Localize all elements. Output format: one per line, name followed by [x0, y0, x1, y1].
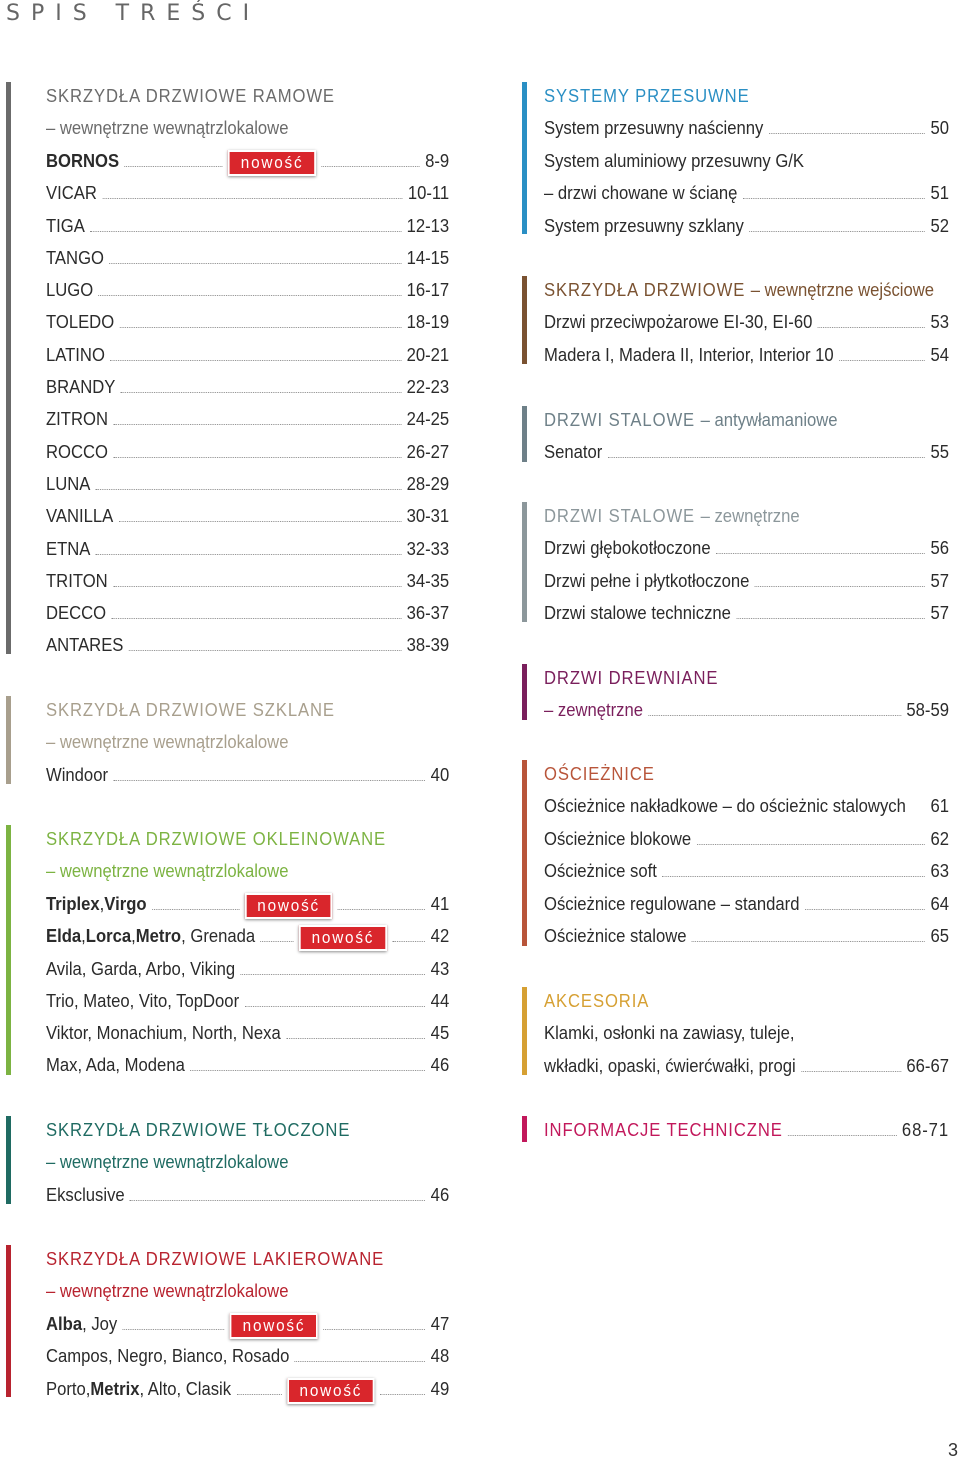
entry-page: 41	[430, 893, 450, 914]
entry-page: 34-35	[406, 570, 450, 591]
toc-entry-tiga[interactable]	[46, 212, 449, 238]
entry-name: Ościeżnice stalowe	[544, 925, 687, 946]
entry-page: 50	[930, 117, 949, 138]
leader-dots	[241, 974, 426, 975]
toc-entry-campos[interactable]	[46, 1342, 449, 1368]
leader-dots	[648, 715, 901, 716]
section-title: SKRZYDŁA DRZWIOWE LAKIEROWANE	[46, 1248, 385, 1269]
entry-page: 46	[430, 1054, 450, 1075]
toc-entry-techniczne[interactable]	[544, 599, 949, 625]
toc-entry-eksclusive[interactable]	[46, 1181, 449, 1207]
entry-name: Klamki, osłonki na zawiasy, tuleje,	[544, 1022, 795, 1043]
leader-dots	[113, 780, 425, 781]
section-title: AKCESORIA	[544, 990, 650, 1011]
leader-dots	[124, 166, 222, 167]
toc-entry-aluminiowy[interactable]	[544, 147, 949, 173]
leader-dots	[109, 263, 401, 264]
leader-dots	[295, 1361, 425, 1362]
entry-page: 44	[430, 990, 450, 1011]
entry-page: 14-15	[406, 247, 450, 268]
section-ramowe	[6, 82, 456, 654]
toc-entry-porto-metrix[interactable]	[46, 1375, 449, 1401]
section-title: SYSTEMY PRZESUWNE	[544, 85, 750, 106]
entry-name: Max, Ada, Modena	[46, 1054, 185, 1075]
leader-dots	[392, 941, 425, 942]
entry-page: 47	[430, 1313, 450, 1334]
leader-dots	[90, 231, 401, 232]
section-bar	[6, 1116, 11, 1204]
toc-entry-trio[interactable]	[46, 987, 449, 1013]
leader-dots	[236, 1394, 281, 1395]
entry-name: System aluminiowy przesuwny G/K	[544, 150, 805, 171]
entry-name: Eksclusive	[46, 1184, 125, 1205]
toc-entry-brandy[interactable]	[46, 373, 449, 399]
entry-page: 22-23	[406, 376, 450, 397]
toc-entry-alba-joy[interactable]	[46, 1310, 449, 1336]
entry-name: wkładki, opaski, ćwierćwałki, progi	[544, 1055, 796, 1076]
entry-name-bold: Lorca	[85, 925, 132, 946]
toc-entry-latino[interactable]	[46, 341, 449, 367]
toc-entry-plytkotloczone[interactable]	[544, 567, 949, 593]
entry-page: 62	[930, 828, 949, 849]
toc-entry-rocco[interactable]	[46, 438, 449, 464]
toc-entry-drewniane-zewnetrzne[interactable]	[544, 696, 949, 722]
toc-entry-madera[interactable]	[544, 341, 949, 367]
section-antywlamaniowe	[522, 406, 952, 462]
section-tloczone	[6, 1116, 456, 1204]
entry-page: 56	[930, 537, 949, 558]
section-oscieznice	[522, 760, 952, 946]
entry-name: – drzwi chowane w ścianę	[544, 182, 738, 203]
toc-entry-senator[interactable]	[544, 438, 949, 464]
section-title: SKRZYDŁA DRZWIOWE – wewnętrzne wejściowe	[544, 279, 935, 300]
toc-entry-przesuwny-nascienny[interactable]	[544, 114, 949, 140]
entry-name: ROCCO	[46, 441, 108, 462]
leader-dots	[743, 198, 925, 199]
entry-page: 66-67	[906, 1055, 949, 1076]
entry-page: 36-37	[406, 602, 450, 623]
section-bar	[522, 664, 527, 720]
leader-dots	[99, 295, 402, 296]
entry-name: Porto,	[46, 1378, 91, 1399]
entry-name: – zewnętrzne	[544, 699, 644, 720]
entry-name: BORNOS	[46, 150, 120, 171]
section-bar	[522, 502, 527, 622]
section-bar	[6, 696, 11, 784]
entry-page: 52	[930, 215, 949, 236]
leader-dots	[96, 489, 401, 490]
entry-name: , Joy	[82, 1313, 118, 1334]
entry-page: 8-9	[425, 150, 450, 171]
entry-name: System przesuwny szklany	[544, 215, 744, 236]
entry-name: VANILLA	[46, 505, 114, 526]
leader-dots	[749, 231, 925, 232]
entry-name: Drzwi przeciwpożarowe EI-30, EI-60	[544, 311, 813, 332]
new-badge: nowość	[228, 150, 316, 176]
section-bar	[6, 825, 11, 1075]
leader-dots	[102, 198, 402, 199]
entry-page: 54	[930, 344, 949, 365]
leader-dots	[120, 327, 402, 328]
leader-dots	[113, 586, 401, 587]
toc-entry-drzwi-chowane[interactable]	[544, 179, 949, 205]
leader-dots	[692, 941, 925, 942]
leader-dots	[801, 1071, 901, 1072]
toc-entry-przeciwpozarowe[interactable]	[544, 308, 949, 334]
entry-name-bold: Alba	[46, 1313, 83, 1334]
entry-page: 64	[930, 893, 949, 914]
entry-page: 42	[430, 925, 450, 946]
section-informacje	[522, 1116, 952, 1142]
entry-name-bold: Metrix	[90, 1378, 140, 1399]
section-bar	[522, 1116, 527, 1142]
entry-name: , Grenada	[181, 925, 256, 946]
entry-name: Ościeżnice nakładkowe – do ościeżnic stalowych	[544, 795, 906, 816]
leader-dots	[321, 166, 419, 167]
entry-page: 18-19	[406, 311, 450, 332]
entry-page: 26-27	[406, 441, 450, 462]
entry-page: 40	[430, 764, 450, 785]
entry-name: Drzwi stalowe techniczne	[544, 602, 731, 623]
section-wejsciowe	[522, 276, 952, 364]
entry-name: Madera I, Madera II, Interior, Interior 10	[544, 344, 834, 365]
entry-name: , Alto, Clasik	[139, 1378, 232, 1399]
entry-name: Drzwi głębokotłoczone	[544, 537, 711, 558]
toc-entry-wkladki[interactable]	[544, 1052, 949, 1078]
toc-entry-informacje[interactable]	[544, 1116, 949, 1142]
entry-page: 24-25	[406, 408, 450, 429]
section-bar	[522, 987, 527, 1075]
leader-dots	[129, 650, 401, 651]
section-title: SKRZYDŁA DRZWIOWE OKLEINOWANE	[46, 828, 387, 849]
leader-dots	[113, 424, 401, 425]
entry-page: 43	[430, 958, 450, 979]
toc-entry-stalowe[interactable]	[544, 922, 949, 948]
leader-dots	[245, 1006, 426, 1007]
entry-name-bold: Triplex	[46, 893, 100, 914]
section-przesuwne	[522, 82, 952, 234]
leader-dots	[119, 521, 402, 522]
entry-page: 63	[930, 860, 949, 881]
entry-page: 58-59	[906, 699, 949, 720]
section-bar	[522, 82, 527, 234]
toc-entry-przesuwny-szklany[interactable]	[544, 212, 949, 238]
entry-page: 68-71	[901, 1119, 949, 1140]
toc-entry-toledo[interactable]	[46, 308, 449, 334]
leader-dots	[662, 876, 925, 877]
leader-dots	[755, 586, 925, 587]
section-szklane	[6, 696, 456, 784]
section-subtitle: – wewnętrzne wewnątrzlokalowe	[46, 860, 289, 881]
leader-dots	[380, 1394, 425, 1395]
page-title: SPIS TREŚCI	[6, 1, 261, 26]
leader-dots	[338, 909, 425, 910]
toc-entry-avila[interactable]	[46, 955, 449, 981]
entry-page: 12-13	[406, 215, 450, 236]
entry-page: 48	[430, 1345, 450, 1366]
entry-page: 46	[430, 1184, 450, 1205]
section-title: DRZWI STALOWE – antywłamaniowe	[544, 409, 838, 430]
leader-dots	[130, 1200, 425, 1201]
entry-name: Ościeżnice blokowe	[544, 828, 692, 849]
toc-entry-windoor[interactable]	[46, 761, 449, 787]
entry-page: 65	[930, 925, 949, 946]
entry-name: ANTARES	[46, 634, 124, 655]
entry-name: BRANDY	[46, 376, 116, 397]
entry-page: 30-31	[406, 505, 450, 526]
leader-dots	[190, 1070, 425, 1071]
toc-entry-glebokotloczone[interactable]	[544, 534, 949, 560]
leader-dots	[152, 909, 239, 910]
entry-name: VICAR	[46, 182, 97, 203]
section-title: SKRZYDŁA DRZWIOWE SZKLANE	[46, 699, 335, 720]
entry-name: LUGO	[46, 279, 94, 300]
leader-dots	[818, 327, 925, 328]
entry-name: Windoor	[46, 764, 109, 785]
toc-entry-elda-lorca-metro[interactable]	[46, 922, 449, 948]
entry-separator: ,	[99, 893, 105, 914]
leader-dots	[839, 360, 925, 361]
leader-dots	[110, 360, 401, 361]
leader-dots	[323, 1329, 425, 1330]
section-bar	[6, 1245, 11, 1397]
section-stalowe-zewnetrzne	[522, 502, 952, 622]
toc-entry-lugo[interactable]	[46, 276, 449, 302]
entry-name: LUNA	[46, 473, 91, 494]
entry-name: TRITON	[46, 570, 108, 591]
section-akcesoria	[522, 987, 952, 1075]
toc-entry-tango[interactable]	[46, 244, 449, 270]
leader-dots	[113, 457, 401, 458]
section-title: INFORMACJE TECHNICZNE	[544, 1119, 783, 1140]
entry-name: Campos, Negro, Bianco, Rosado	[46, 1345, 290, 1366]
entry-name: TANGO	[46, 247, 104, 268]
section-title: DRZWI STALOWE – zewnętrzne	[544, 505, 800, 526]
section-subtitle: – wewnętrzne wewnątrzlokalowe	[46, 1280, 289, 1301]
entry-name: Senator	[544, 441, 603, 462]
entry-page: 53	[930, 311, 949, 332]
toc-entry-viktor[interactable]	[46, 1019, 449, 1045]
entry-name: ZITRON	[46, 408, 108, 429]
leader-dots	[286, 1038, 425, 1039]
toc-entry-decco[interactable]	[46, 599, 449, 625]
entry-name: Ościeżnice regulowane – standard	[544, 893, 800, 914]
leader-dots	[608, 457, 925, 458]
toc-entry-triton[interactable]	[46, 567, 449, 593]
entry-separator: ,	[131, 925, 136, 946]
section-okleinowane	[6, 825, 456, 1075]
section-title: OŚCIEŻNICE	[544, 763, 655, 784]
toc-entry-nakladkowe[interactable]	[544, 792, 949, 818]
section-title: SKRZYDŁA DRZWIOWE TŁOCZONE	[46, 1119, 351, 1140]
entry-name-bold: Virgo	[104, 893, 147, 914]
toc-entry-antares[interactable]	[46, 631, 449, 657]
entry-separator: ,	[81, 925, 86, 946]
leader-dots	[123, 1329, 225, 1330]
entry-name: Ościeżnice soft	[544, 860, 657, 881]
toc-entry-vicar[interactable]	[46, 179, 449, 205]
section-title: SKRZYDŁA DRZWIOWE RAMOWE	[46, 85, 335, 106]
leader-dots	[121, 392, 401, 393]
entry-name-bold: Elda	[46, 925, 82, 946]
toc-entry-max[interactable]	[46, 1051, 449, 1077]
entry-page: 16-17	[406, 279, 450, 300]
entry-name-bold: Metro	[135, 925, 182, 946]
page-number: 3	[947, 1440, 958, 1460]
new-badge: nowość	[299, 925, 387, 951]
entry-page: 45	[430, 1022, 450, 1043]
entry-name: LATINO	[46, 344, 105, 365]
toc-entry-soft[interactable]	[544, 857, 949, 883]
leader-dots	[112, 618, 402, 619]
leader-dots	[96, 554, 401, 555]
toc-entry-vanilla[interactable]	[46, 502, 449, 528]
toc-entry-triplex-virgo[interactable]	[46, 890, 449, 916]
toc-entry-regulowane[interactable]	[544, 890, 949, 916]
entry-name: Viktor, Monachium, North, Nexa	[46, 1022, 281, 1043]
entry-name: Drzwi pełne i płytkotłoczone	[544, 570, 750, 591]
entry-name: Avila, Garda, Arbo, Viking	[46, 958, 236, 979]
section-subtitle: – wewnętrzne wewnątrzlokalowe	[46, 1151, 289, 1172]
leader-dots	[788, 1135, 896, 1136]
new-badge: nowość	[230, 1313, 318, 1339]
section-subtitle: – wewnętrzne wewnątrzlokalowe	[46, 117, 289, 138]
leader-dots	[769, 133, 925, 134]
new-badge: nowość	[287, 1378, 375, 1404]
toc-entry-klamki[interactable]	[544, 1019, 949, 1045]
section-bar	[522, 406, 527, 462]
toc-entry-bornos[interactable]	[46, 147, 449, 173]
leader-dots	[261, 941, 294, 942]
leader-dots	[736, 618, 925, 619]
section-bar	[522, 760, 527, 946]
entry-page: 51	[930, 182, 949, 203]
section-lakierowane	[6, 1245, 456, 1400]
leader-dots	[697, 844, 926, 845]
entry-page: 32-33	[406, 538, 450, 559]
section-bar	[522, 276, 527, 364]
toc-entry-luna[interactable]	[46, 470, 449, 496]
entry-name: ETNA	[46, 538, 91, 559]
entry-name: System przesuwny naścienny	[544, 117, 764, 138]
entry-page: 57	[930, 602, 949, 623]
section-drewniane	[522, 664, 952, 720]
entry-page: 55	[930, 441, 949, 462]
entry-page: 10-11	[407, 182, 450, 203]
entry-name: Trio, Mateo, Vito, TopDoor	[46, 990, 240, 1011]
entry-page: 49	[430, 1378, 450, 1399]
section-subtitle: – wewnętrzne wewnątrzlokalowe	[46, 731, 289, 752]
section-title: DRZWI DREWNIANE	[544, 667, 719, 688]
entry-page: 20-21	[406, 344, 450, 365]
toc-entry-etna[interactable]	[46, 535, 449, 561]
toc-entry-zitron[interactable]	[46, 405, 449, 431]
entry-page: 61	[930, 795, 949, 816]
toc-entry-blokowe[interactable]	[544, 825, 949, 851]
entry-name: TIGA	[46, 215, 85, 236]
section-bar	[6, 82, 11, 654]
entry-name: DECCO	[46, 602, 107, 623]
leader-dots	[805, 909, 925, 910]
entry-page: 28-29	[406, 473, 450, 494]
entry-page: 57	[930, 570, 949, 591]
leader-dots	[716, 553, 925, 554]
new-badge: nowość	[245, 893, 333, 919]
entry-page: 38-39	[406, 634, 450, 655]
entry-name: TOLEDO	[46, 311, 115, 332]
